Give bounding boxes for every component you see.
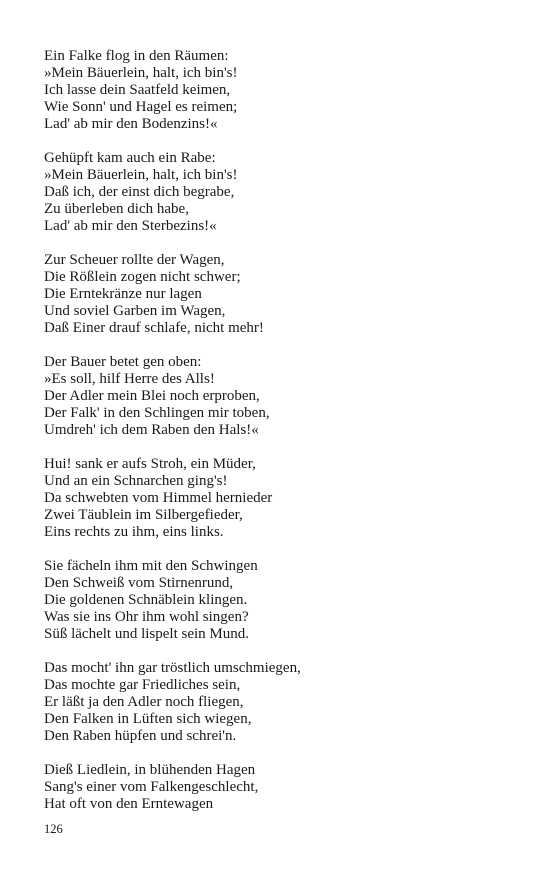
verse-line: Lad' ab mir den Sterbezins!« (44, 218, 217, 235)
verse-line: Den Falken in Lüften sich wiegen, (44, 711, 252, 728)
verse-line: »Mein Bäuerlein, halt, ich bin's! (44, 167, 238, 184)
verse-line: Hui! sank er aufs Stroh, ein Müder, (44, 455, 256, 472)
verse-line: Und soviel Garben im Wagen, (44, 303, 226, 320)
verse-line: Dieß Liedlein, in blühenden Hagen (44, 761, 256, 778)
verse-line: Den Schweiß vom Stirnenrund, (44, 574, 234, 591)
verse-line: Umdreh' ich dem Raben den Hals!« (44, 422, 259, 439)
verse-line: Die goldenen Schnäblein klingen. (44, 592, 248, 609)
verse-line: Daß Einer drauf schlafe, nicht mehr! (44, 320, 264, 337)
verse-line: Wie Sonn' und Hagel es reimen; (44, 99, 238, 116)
verse-line: Der Bauer betet gen oben: (44, 353, 202, 370)
verse-line: Zu überleben dich habe, (44, 201, 189, 218)
verse-line: Zur Scheuer rollte der Wagen, (44, 251, 225, 268)
stanza-5 (44, 456, 524, 541)
verse-line: Ein Falke flog in den Räumen: (44, 48, 229, 64)
verse-line: Den Raben hüpfen und schrei'n. (44, 728, 237, 745)
verse-line: Gehüpft kam auch ein Rabe: (44, 149, 216, 166)
verse-line: Der Falk' in den Schlingen mir toben, (44, 405, 270, 422)
stanza-2 (44, 150, 524, 235)
stanza-6 (44, 558, 524, 643)
verse-line: Das mocht' ihn gar tröstlich umschmiegen, (44, 659, 301, 676)
verse-line: Sang's einer vom Falkengeschlecht, (44, 778, 259, 795)
stanza-3 (44, 252, 524, 337)
stanza-1 (44, 48, 524, 133)
verse-line: Was sie ins Ohr ihm wohl singen? (44, 609, 249, 626)
verse-line: Das mochte gar Friedliches sein, (44, 676, 241, 693)
verse-line: Süß lächelt und lispelt sein Mund. (44, 626, 249, 643)
verse-line: »Es soll, hilf Herre des Alls! (44, 371, 215, 387)
verse-line: Ich lasse dein Saatfeld keimen, (44, 82, 231, 99)
stanza-7 (44, 660, 524, 745)
verse-line: Und an ein Schnarchen ging's! (44, 472, 228, 489)
verse-line: Da schwebten vom Himmel hernieder (44, 490, 273, 507)
verse-line: Er läßt ja den Adler noch fliegen, (44, 694, 244, 710)
page-number: 126 (44, 822, 63, 836)
stanza-8 (44, 762, 524, 813)
verse-line: Der Adler mein Blei noch erproben, (44, 388, 260, 405)
poem-body (44, 48, 524, 830)
verse-line: Daß ich, der einst dich begrabe, (44, 184, 235, 201)
verse-line: Eins rechts zu ihm, eins links. (44, 524, 224, 541)
verse-line: Die Rößlein zogen nicht schwer; (44, 269, 241, 286)
verse-line: Die Erntekränze nur lagen (44, 286, 202, 303)
verse-line: Zwei Täublein im Silbergefieder, (44, 507, 243, 524)
verse-line: Sie fächeln ihm mit den Schwingen (44, 557, 258, 574)
verse-line: Lad' ab mir den Bodenzins!« (44, 116, 218, 133)
stanza-4 (44, 354, 524, 439)
verse-line: »Mein Bäuerlein, halt, ich bin's! (44, 65, 238, 82)
verse-line: Hat oft von den Erntewagen (44, 795, 214, 812)
